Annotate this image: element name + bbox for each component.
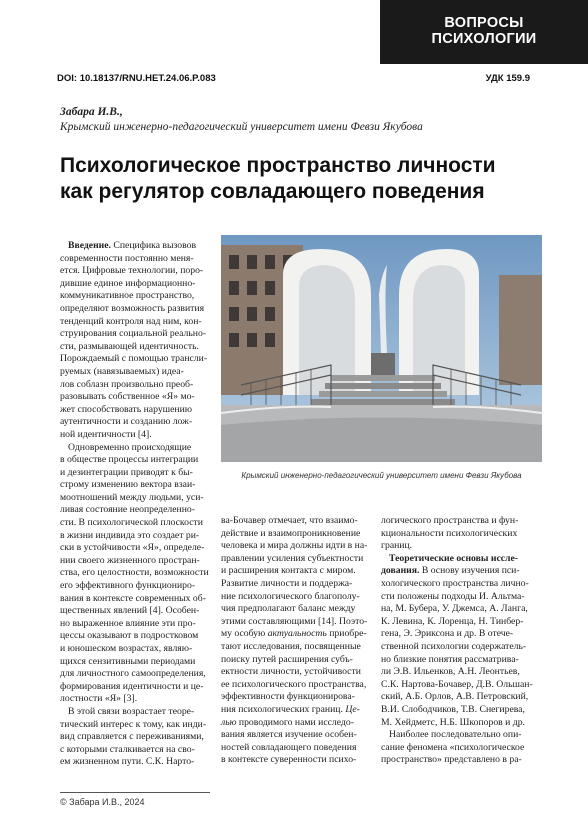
text-line: Одновременно происходящие bbox=[68, 441, 192, 453]
section-heading: Теоретические основы иссле- bbox=[389, 552, 519, 564]
text-line: цессы оказывают в подростковом bbox=[60, 630, 199, 642]
column-1 bbox=[60, 240, 211, 769]
text-line: на, М. Бубера, У. Джемса, А. Ланга, bbox=[381, 603, 528, 615]
text-line: ски в устойчивости «Я», определе- bbox=[60, 542, 205, 554]
text-line: и дезинтеграции приводят к бы- bbox=[60, 466, 193, 478]
text-fragment: проводимого нами исследо- bbox=[236, 716, 354, 728]
text-line: в жизни индивида это создает ри- bbox=[60, 529, 200, 541]
text-line: современности постоянно меня- bbox=[60, 252, 194, 264]
text-line: правлении усиления субъектности bbox=[221, 552, 364, 564]
journal-name-line2: ПСИХОЛОГИИ bbox=[431, 31, 537, 47]
text-line: руемых (навязываемых) идеа- bbox=[60, 365, 184, 377]
text-line: ственной психологии содержатель- bbox=[381, 640, 527, 652]
text-line: ства, его целостности, возможности bbox=[60, 567, 209, 579]
text-line: моотношений между людьми, уси- bbox=[60, 491, 204, 503]
text-line: для личностного самоопределения, bbox=[60, 668, 206, 680]
text-fragment: му особую bbox=[221, 628, 268, 640]
text-line: поиску путей расширения субъ- bbox=[221, 653, 353, 665]
intro-paragraph bbox=[60, 240, 211, 253]
text-line: ной идентичности [4]. bbox=[60, 428, 152, 440]
text-line: формирования идентичности и це- bbox=[60, 680, 204, 692]
text-line: К. Левина, К. Лоренца, Н. Тинбер- bbox=[381, 615, 524, 627]
university-photo bbox=[221, 235, 542, 462]
text-line: тенденций контроля над ним, кон- bbox=[60, 315, 202, 327]
text-line: определяют возможность развития bbox=[60, 302, 205, 314]
text-line: в контексте суверенности психо- bbox=[221, 754, 357, 766]
section-heading-end: дования. bbox=[381, 565, 420, 577]
text-line: хологического пространства лично- bbox=[381, 577, 529, 589]
text-line: Развитие личности и поддержа- bbox=[221, 577, 353, 589]
text-line: В этой связи возрастает теоре- bbox=[68, 705, 195, 717]
text-line: струирования социальной реально- bbox=[60, 328, 207, 340]
author-name: Забара И.В., bbox=[60, 106, 123, 118]
text-line: лостности «Я» [3]. bbox=[60, 693, 138, 705]
text-line: границ. bbox=[381, 540, 413, 552]
text-line: ский, А.Б. Орлов, А.В. Петровский, bbox=[381, 691, 529, 703]
text-line: разовывать собственное «Я» мо- bbox=[60, 391, 195, 403]
text-line: вания является изучение особен- bbox=[221, 729, 357, 741]
text-line: логического пространства и фун- bbox=[381, 515, 519, 526]
text-line: ностей совладающего поведения bbox=[221, 741, 357, 753]
text-line: тический интерес к тому, как инди- bbox=[60, 718, 207, 730]
copyright: © Забара И.В., 2024 bbox=[60, 797, 145, 807]
text-line: сти, размывающей идентичность. bbox=[60, 340, 199, 352]
text-line: ее психологического пространства, bbox=[221, 678, 367, 690]
text-line: щихся сензитивными периодами bbox=[60, 655, 196, 667]
column-2 bbox=[221, 515, 371, 767]
text-fragment: приобре- bbox=[326, 628, 367, 640]
text-line: вид справляется с переживаниями, bbox=[60, 731, 204, 743]
udk: УДК 159.9 bbox=[485, 73, 530, 84]
author-affiliation: Крымский инженерно-педагогический университет имени Февзи Якубова bbox=[60, 121, 423, 133]
text-line: коммуникативное пространство, bbox=[60, 290, 195, 302]
journal-name-line1: ВОПРОСЫ bbox=[444, 15, 524, 31]
text-line bbox=[221, 717, 371, 730]
title-line2: как регулятор совладающего поведения bbox=[60, 180, 485, 203]
text-line: вания в контексте современных об- bbox=[60, 592, 206, 604]
goal-term-part1: Це- bbox=[345, 703, 360, 715]
text-line: щественных явлений [4]. Особен- bbox=[60, 605, 200, 617]
text-line: его эффективного функциониро- bbox=[60, 580, 196, 592]
text-line: эффективности функционирова- bbox=[221, 691, 355, 703]
text-line: тают исследования, посвященные bbox=[221, 640, 361, 652]
text-line: ва-Бочавер отмечает, что взаимо- bbox=[221, 515, 358, 526]
doi: DOI: 10.18137/RNU.HET.24.06.P.083 bbox=[57, 73, 216, 84]
text-line: ем жизненном пути. С.К. Нарто- bbox=[60, 756, 195, 768]
text-line: ется. Цифровые технологии, поро- bbox=[60, 265, 204, 277]
text-line: гена, Э. Эриксона и др. В отече- bbox=[381, 628, 514, 640]
text-line: и расширения контакта с миром. bbox=[221, 565, 356, 577]
text-line: ли Э.В. Ильенков, А.Н. Леонтьев, bbox=[381, 666, 520, 678]
text-line: сти. В психологической плоскости bbox=[60, 517, 203, 529]
text-line: Наиболее последовательно опи- bbox=[389, 729, 522, 741]
goal-term-part2: лью bbox=[221, 716, 237, 728]
text-line: ектности личности, устойчивости bbox=[221, 666, 361, 678]
intro-label: Введение. bbox=[68, 240, 111, 251]
text-line: но выраженное влияние эти про- bbox=[60, 617, 196, 629]
article-title bbox=[60, 153, 540, 205]
journal-badge bbox=[380, 0, 588, 64]
text-line: жет способствовать нарушению bbox=[60, 403, 193, 415]
text-line: сание феномена «психологическое bbox=[381, 741, 525, 753]
text-line: с которыми сталкивается на сво- bbox=[60, 743, 195, 755]
text-line: пространство» представлено в ра- bbox=[381, 754, 522, 766]
text-line: С.К. Нартова-Бочавер, Д.В. Ольшан- bbox=[381, 678, 533, 690]
text-line: В.И. Слободчиков, Т.В. Снегирева, bbox=[381, 703, 525, 715]
text-line bbox=[221, 704, 371, 717]
photo-caption: Крымский инженерно-педагогический университет имени Февзи Якубова bbox=[241, 471, 522, 480]
text-line: человека и мира должны идти в на- bbox=[221, 540, 368, 552]
title-line1: Психологическое пространство личности bbox=[60, 154, 496, 177]
text-line: дившие единое информационно- bbox=[60, 277, 196, 289]
text-line bbox=[381, 565, 539, 578]
text-line: М. Хейдметс, Н.Б. Шкопоров и др. bbox=[381, 716, 525, 728]
text-line: сти положены подходы И. Альтма- bbox=[381, 590, 525, 602]
text-fragment: В основу изучения пси- bbox=[419, 565, 520, 577]
text-line: Специфика вызовов bbox=[110, 240, 197, 251]
text-line: ние психологического благополу- bbox=[221, 590, 360, 602]
text-line: строму изменению вектора взаи- bbox=[60, 479, 196, 491]
text-line: аутентичности и созданию лож- bbox=[60, 416, 193, 428]
text-line: ливая состояние неопределенно- bbox=[60, 504, 195, 516]
text-line: в обществе процессы интеграции bbox=[60, 454, 199, 466]
text-line: этими составляющими [14]. Поэто- bbox=[221, 615, 368, 627]
text-line: действие и взаимопроникновение bbox=[221, 527, 361, 539]
footnote-rule bbox=[60, 792, 210, 793]
text-line: нии своего жизненного простран- bbox=[60, 554, 200, 566]
text-line: Порождаемый с помощью трансли- bbox=[60, 353, 208, 365]
column-3 bbox=[381, 515, 539, 767]
text-line: чия предполагают баланс между bbox=[221, 603, 356, 615]
text-line: лов соблазн произвольно преоб- bbox=[60, 378, 194, 390]
text-line: и юношеском возрастах, являю- bbox=[60, 643, 193, 654]
text-line bbox=[221, 628, 371, 641]
actuality-term: актуальность bbox=[267, 628, 327, 640]
text-line: но близкие понятия рассматрива- bbox=[381, 653, 519, 665]
text-line: кциональности психологических bbox=[381, 527, 518, 539]
text-fragment: ния психологических границ. bbox=[221, 703, 346, 715]
section-heading-line1 bbox=[381, 553, 539, 566]
